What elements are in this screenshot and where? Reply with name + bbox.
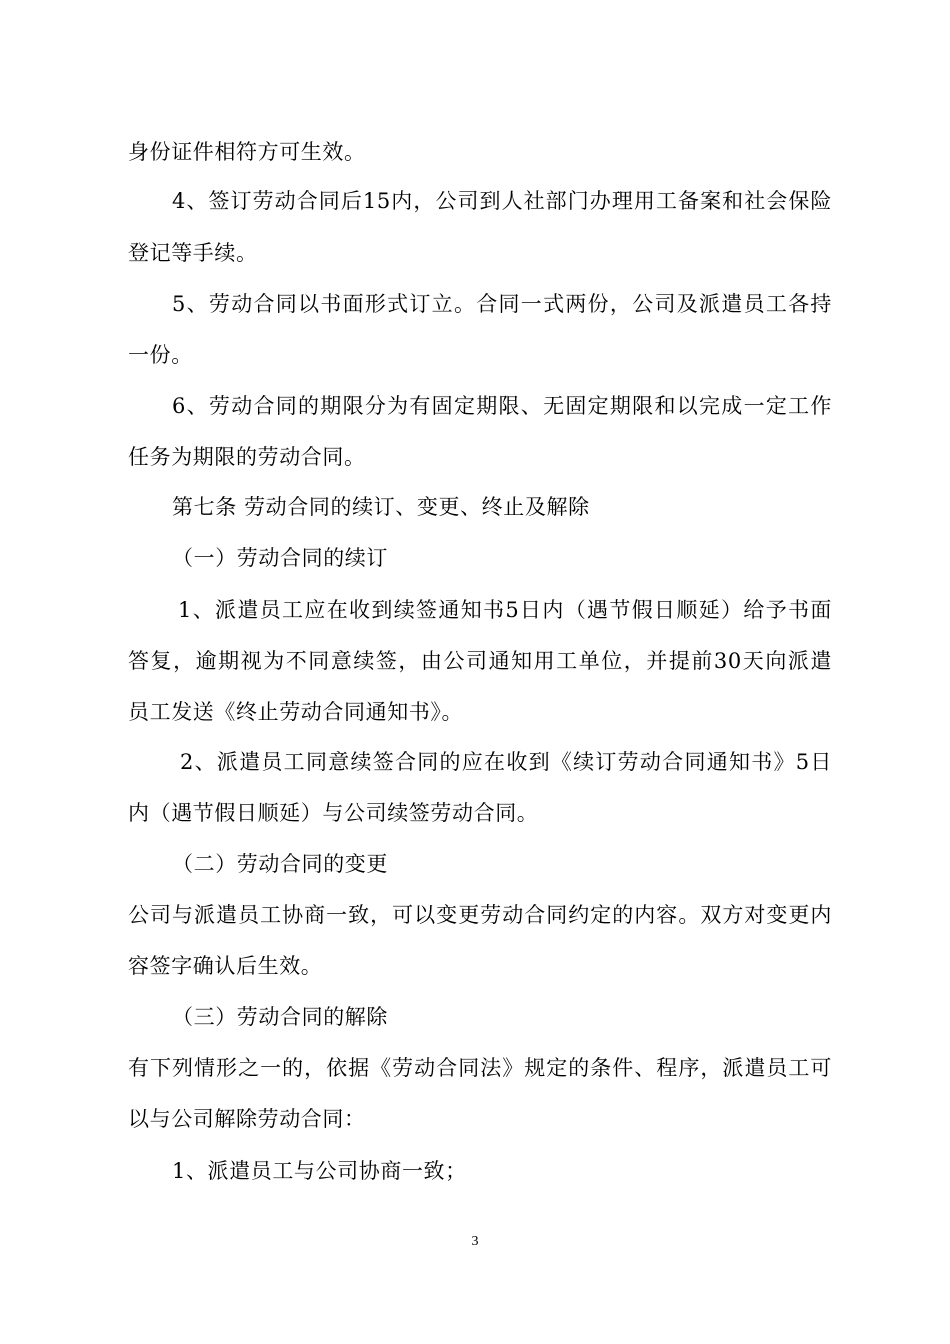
text-line-10: 1、派遣员工应在收到续签通知书5日内（遇节假日顺延）给予书面 [178,598,832,622]
text-line-12: 员工发送《终止劳动合同通知书》。 [128,700,464,724]
text-line-7: 任务为期限的劳动合同。 [128,445,366,469]
subsection-heading-change: （二）劳动合同的变更 [172,852,388,876]
text-line-2: 4、签订劳动合同后15内，公司到人社部门办理用工备案和社会保险 [172,189,832,213]
text-line-5: 一份。 [128,343,193,367]
text-line-3: 登记等手续。 [128,241,258,265]
text-line-20: 以与公司解除劳动合同： [128,1107,366,1131]
page-number: 3 [471,1234,479,1249]
text-line-13: 2、派遣员工同意续签合同的应在收到《续订劳动合同通知书》5日 [180,750,832,774]
text-line-4: 5、劳动合同以书面形式订立。合同一式两份，公司及派遣员工各持 [172,292,832,316]
subsection-heading-termination: （三）劳动合同的解除 [172,1005,388,1029]
text-line-6: 6、劳动合同的期限分为有固定期限、无固定期限和以完成一定工作 [172,394,832,418]
subsection-heading-renewal: （一）劳动合同的续订 [172,546,388,570]
text-line-17: 容签字确认后生效。 [128,954,323,978]
text-line-14: 内（遇节假日顺延）与公司续签劳动合同。 [128,801,539,825]
text-line-11: 答复，逾期视为不同意续签，由公司通知用工单位，并提前30天向派遣 [128,649,832,673]
text-line-16: 公司与派遣员工协商一致，可以变更劳动合同约定的内容。双方对变更内 [128,903,832,927]
section-heading-article-7: 第七条 劳动合同的续订、变更、终止及解除 [172,495,590,519]
text-line-21: 1、派遣员工与公司协商一致； [172,1159,467,1183]
text-line-19: 有下列情形之一的，依据《劳动合同法》规定的条件、程序，派遣员工可 [128,1056,832,1080]
text-line-1: 身份证件相符方可生效。 [128,140,366,164]
